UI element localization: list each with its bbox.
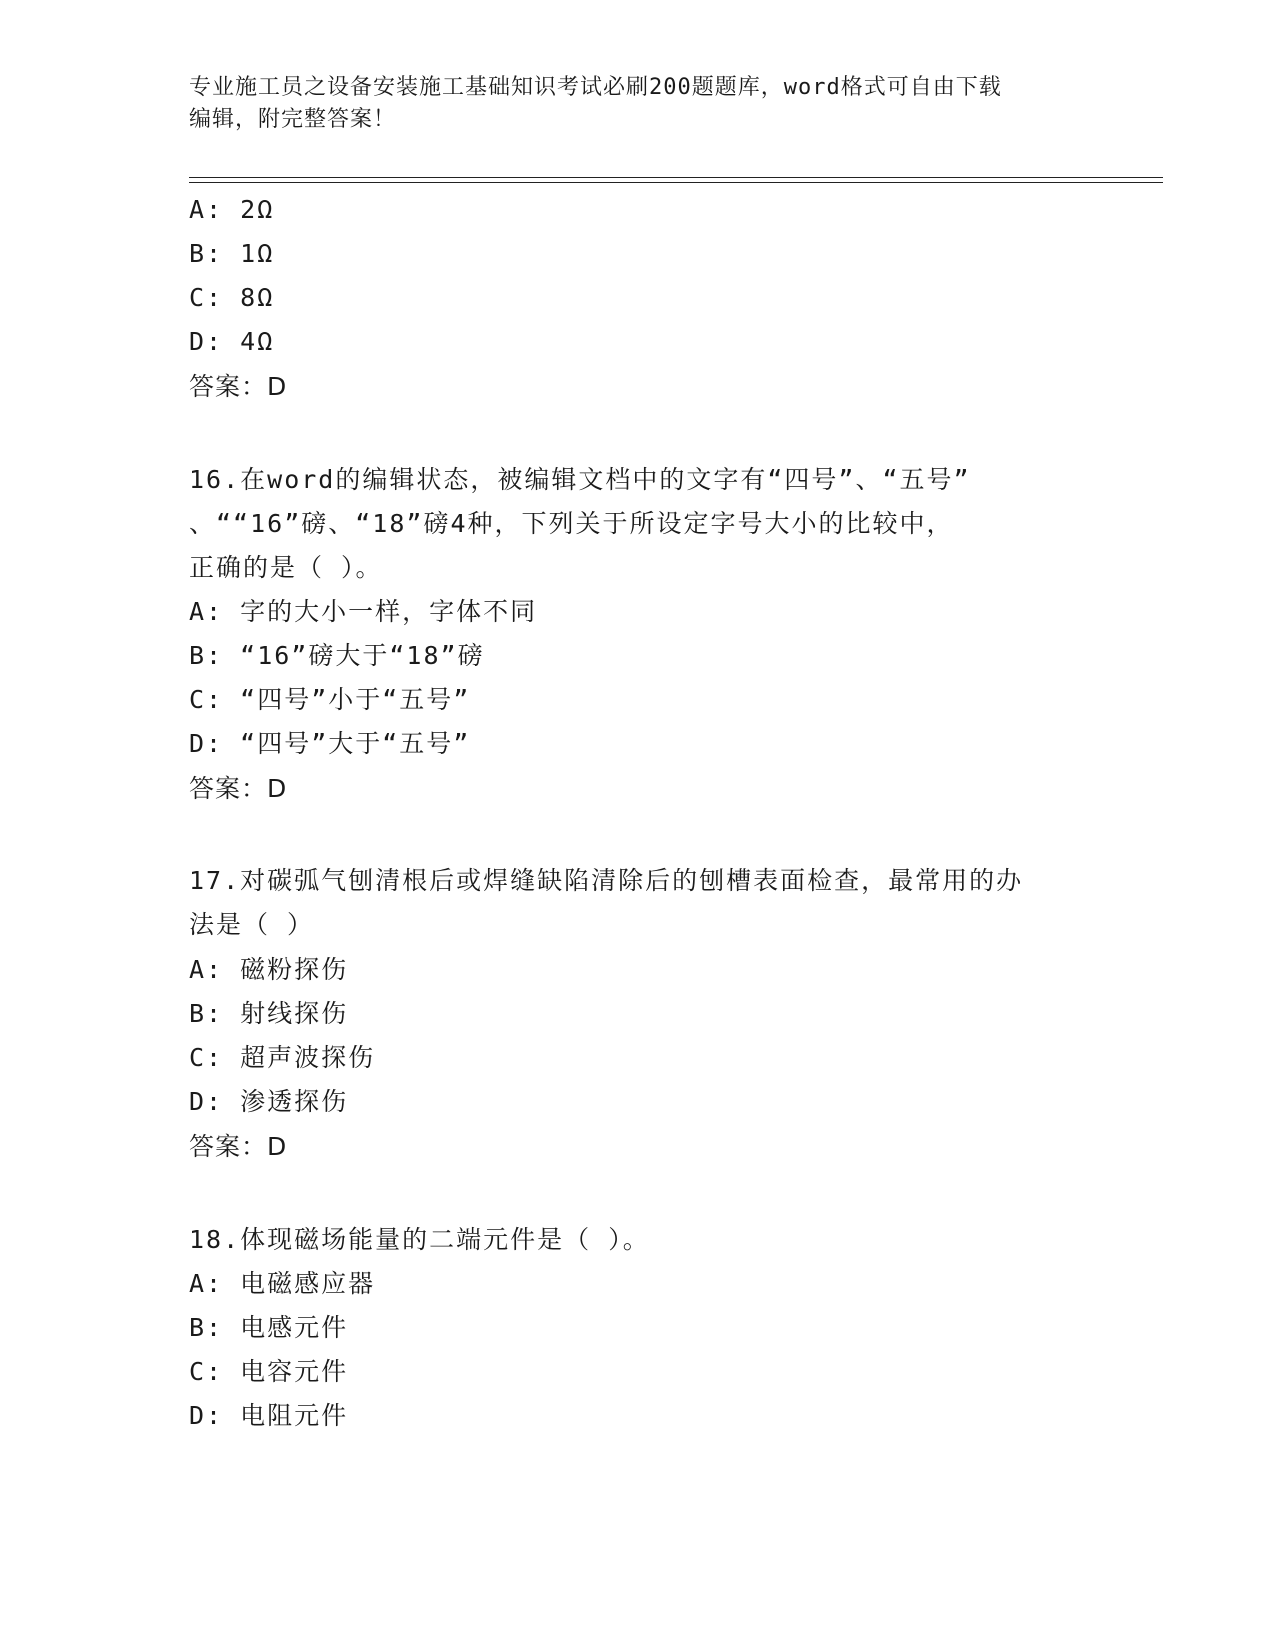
q16-option-b: B: “16”磅大于“18”磅 [189, 641, 485, 670]
q16-option-d: D: “四号”大于“五号” [189, 729, 471, 758]
q18-stem-line-1: 18.体现磁场能量的二端元件是（ ）。 [189, 1225, 650, 1254]
q16-stem-line-1: 16.在word的编辑状态，被编辑文档中的文字有“四号”、“五号” [189, 465, 971, 494]
q16-stem-line-2: 、““16”磅、“18”磅4种，下列关于所设定字号大小的比较中， [189, 509, 954, 538]
q18-option-b: B: 电感元件 [189, 1313, 349, 1342]
q17-stem-line-1: 17.对碳弧气刨清根后或焊缝缺陷清除后的刨槽表面检查，最常用的办 [189, 866, 1024, 895]
q17-option-b: B: 射线探伤 [189, 999, 349, 1028]
q17-option-c: C: 超声波探伤 [189, 1043, 376, 1072]
q17-option-a: A: 磁粉探伤 [189, 955, 349, 984]
header-rule-bottom [189, 182, 1163, 183]
q15-option-b: B: 1Ω [189, 239, 275, 268]
q16-answer: 答案：D [189, 774, 288, 803]
document-header [189, 72, 1089, 136]
header-line-2: 编辑，附完整答案！ [189, 107, 397, 132]
q16-option-a: A: 字的大小一样，字体不同 [189, 597, 538, 626]
q18-option-c: C: 电容元件 [189, 1357, 349, 1386]
q16-option-c: C: “四号”小于“五号” [189, 685, 471, 714]
q16-stem-line-3: 正确的是（ ）。 [189, 553, 383, 582]
q18-option-a: A: 电磁感应器 [189, 1269, 376, 1298]
q15-answer: 答案：D [189, 372, 288, 401]
q17-stem-line-2: 法是（ ） [189, 910, 315, 939]
q15-option-d: D: 4Ω [189, 327, 275, 356]
q15-option-a: A: 2Ω [189, 195, 275, 224]
header-line-1: 专业施工员之设备安装施工基础知识考试必刷200题题库，word格式可自由下载 [189, 75, 1002, 100]
q15-option-c: C: 8Ω [189, 283, 275, 312]
q17-option-d: D: 渗透探伤 [189, 1087, 349, 1116]
q18-option-d: D: 电阻元件 [189, 1401, 349, 1430]
q17-answer: 答案：D [189, 1132, 288, 1161]
header-rule-top [189, 177, 1163, 178]
